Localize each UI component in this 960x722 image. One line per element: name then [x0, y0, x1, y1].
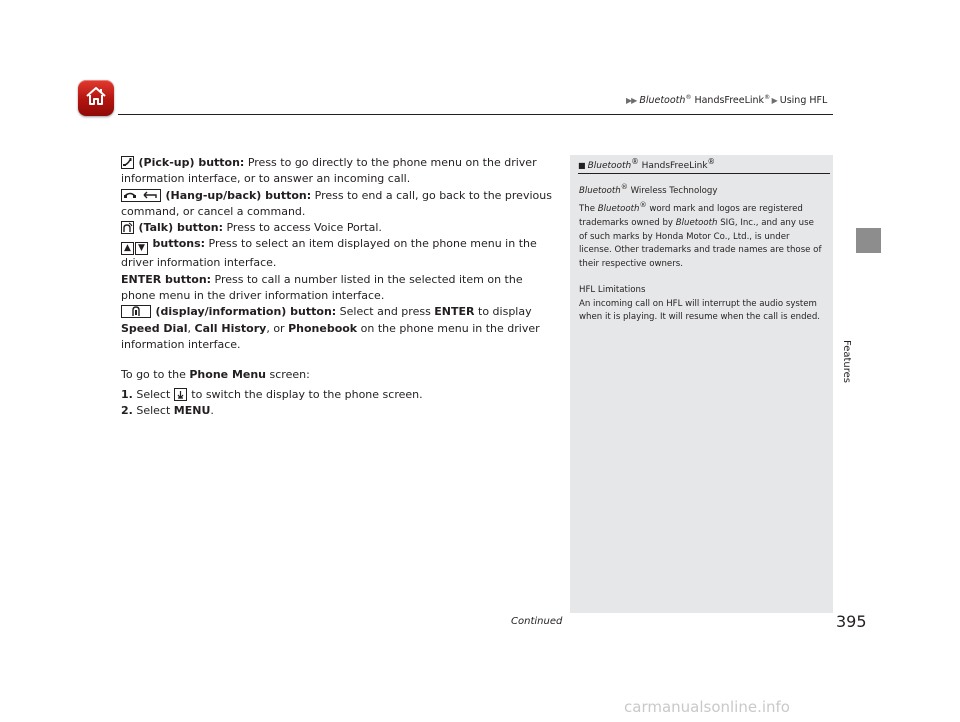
- breadcrumb-item[interactable]: HandsFreeLink: [694, 95, 765, 107]
- page-number: 395: [836, 612, 867, 631]
- hang-up-back-icon: [121, 189, 161, 202]
- breadcrumb: ▶▶ Bluetooth® HandsFreeLink® ▶ Using HFL: [626, 94, 828, 107]
- note-hfl-text: An incoming call on HFL will interrupt the audio system when it is playing. It will resume when the call is ended.: [579, 298, 821, 323]
- paragraph-hangup: (Hang-up/back) button: Press to end a call, go back to the previous command, or cancel a command.: [121, 188, 552, 218]
- note-title: ■ Bluetooth® HandsFreeLink®: [578, 157, 830, 174]
- header-rule: [118, 114, 833, 115]
- display-information-icon: [121, 305, 151, 318]
- paragraph-updown: ▲ ▼ buttons: Press to select an item displayed on the phone menu in the driver information interface.: [121, 237, 537, 270]
- home-button[interactable]: [78, 80, 114, 116]
- breadcrumb-item[interactable]: Using HFL: [779, 95, 828, 107]
- paragraph-goto: To go to the Phone Menu screen:: [121, 368, 310, 382]
- note-bt-heading: Bluetooth® Wireless Technology: [579, 182, 718, 196]
- pick-up-icon: [121, 156, 134, 169]
- note-body: [579, 180, 823, 325]
- paragraph-enter: ENTER button: Press to call a number listed in the selected item on the phone menu in the driver information interface.: [121, 272, 523, 303]
- paragraph-pickup: (Pick-up) button: Press to go directly to the phone menu on the driver information interface, or to answer an incoming call.: [121, 156, 537, 186]
- main-content: [121, 155, 553, 419]
- talk-icon: [121, 221, 134, 234]
- up-arrow-icon: ▲: [121, 242, 134, 255]
- side-tab[interactable]: [856, 228, 881, 253]
- note-bt-text: The Bluetooth® word mark and logos are registered trademarks owned by Bluetooth SIG, Inc., and any use of such marks by Honda Motor Co., Ltd., is under license. Other trademarks and trade names are those of their respective owners.: [579, 200, 822, 269]
- paragraph-display: (display/information) button: Select and press ENTER to display Speed Dial, Call History, or Phonebook on the phone menu in the driver information interface.: [121, 305, 540, 351]
- step-1: 1. Select to switch the display to the phone screen.: [121, 387, 423, 401]
- phone-screen-icon: [174, 388, 187, 401]
- down-arrow-icon: ▼: [135, 242, 148, 255]
- step-2: 2. Select MENU.: [121, 403, 214, 417]
- sidebar-note: [570, 155, 833, 613]
- side-tab-label: Features: [841, 340, 852, 383]
- breadcrumb-item[interactable]: Bluetooth: [639, 95, 686, 107]
- watermark: carmanualsonline.info: [624, 698, 790, 716]
- paragraph-talk: (Talk) button: Press to access Voice Portal.: [121, 220, 553, 236]
- home-icon: [84, 85, 108, 111]
- continued-label: Continued: [511, 616, 563, 627]
- note-hfl-heading: HFL Limitations: [579, 285, 646, 296]
